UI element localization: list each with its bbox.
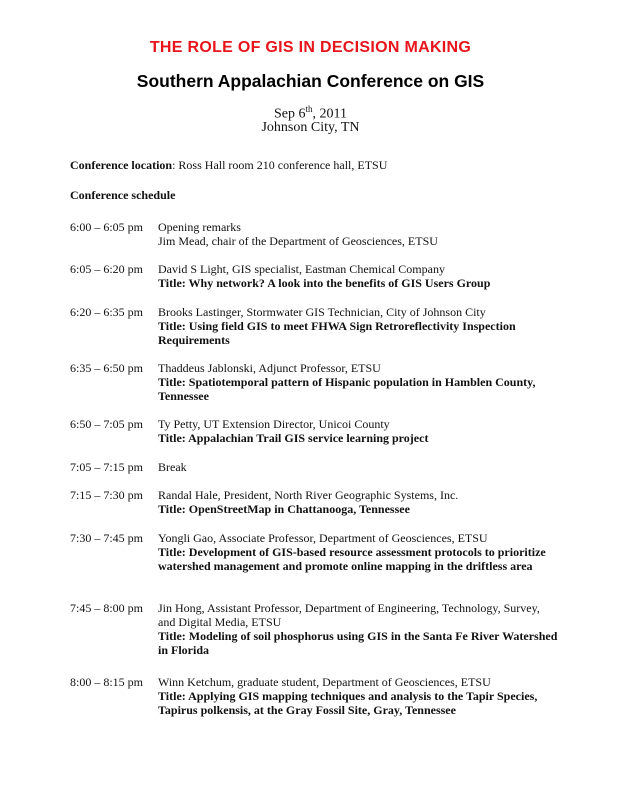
entry-speaker: Brooks Lastinger, Stormwater GIS Technician, City of Johnson City bbox=[158, 305, 486, 319]
entry-details bbox=[158, 531, 558, 573]
entry-speaker: Yongli Gao, Associate Professor, Department of Geosciences, ETSU bbox=[158, 531, 488, 545]
location-value: : Ross Hall room 210 conference hall, ETSU bbox=[172, 158, 388, 172]
date-year: , 2011 bbox=[312, 106, 347, 122]
headline: THE ROLE OF GIS IN DECISION MAKING bbox=[149, 39, 472, 56]
entry-title: Title: Spatiotemporal pattern of Hispanic population in Hamblen County, Tennessee bbox=[158, 375, 536, 403]
date-day: Sep 6 bbox=[274, 106, 306, 122]
entry-time: 6:20 – 6:35 pm bbox=[70, 305, 144, 319]
entry-time: 6:00 – 6:05 pm bbox=[70, 220, 144, 234]
location-label: Conference location bbox=[70, 158, 173, 172]
entry-speaker: David S Light, GIS specialist, Eastman Chemical Company bbox=[158, 262, 445, 276]
entry-speaker: Break bbox=[158, 460, 187, 474]
entry-details bbox=[158, 361, 558, 403]
conference-location bbox=[70, 158, 387, 173]
entry-details bbox=[158, 220, 558, 248]
entry-time: 6:35 – 6:50 pm bbox=[70, 361, 144, 375]
conference-title: Southern Appalachian Conference on GIS bbox=[136, 71, 485, 91]
entry-title: Title: Development of GIS-based resource assessment protocols to prioritize watershed management and promote online mapping in the driftless area bbox=[158, 545, 546, 573]
entry-speaker: Ty Petty, UT Extension Director, Unicoi County bbox=[158, 417, 390, 431]
entry-title: Title: Applying GIS mapping techniques and analysis to the Tapir Species, Tapirus polkensis, at the Gray Fossil Site, Gray, Tennessee bbox=[158, 689, 538, 717]
entry-details bbox=[158, 488, 558, 516]
entry-speaker: Thaddeus Jablonski, Adjunct Professor, ETSU bbox=[158, 361, 381, 375]
entry-title: Title: Appalachian Trail GIS service learning project bbox=[158, 431, 429, 445]
entry-time: 7:15 – 7:30 pm bbox=[70, 488, 144, 502]
entry-details bbox=[158, 460, 558, 474]
entry-title: Title: Using field GIS to meet FHWA Sign Retroreflectivity Inspection Requirements bbox=[158, 319, 516, 347]
entry-details bbox=[158, 262, 558, 290]
entry-time: 7:45 – 8:00 pm bbox=[70, 601, 144, 615]
entry-time: 7:05 – 7:15 pm bbox=[70, 460, 144, 474]
entry-time: 6:05 – 6:20 pm bbox=[70, 262, 144, 276]
entry-title: Title: OpenStreetMap in Chattanooga, Tennessee bbox=[158, 502, 410, 516]
entry-note: Jim Mead, chair of the Department of Geosciences, ETSU bbox=[158, 234, 438, 248]
entry-details bbox=[158, 675, 558, 717]
entry-time: 6:50 – 7:05 pm bbox=[70, 417, 144, 431]
entry-time: 7:30 – 7:45 pm bbox=[70, 531, 144, 545]
entry-details bbox=[158, 601, 558, 657]
entry-title: Title: Why network? A look into the benefits of GIS Users Group bbox=[158, 276, 491, 290]
entry-speaker: Winn Ketchum, graduate student, Department of Geosciences, ETSU bbox=[158, 675, 491, 689]
entry-speaker: Randal Hale, President, North River Geographic Systems, Inc. bbox=[158, 488, 459, 502]
entry-details bbox=[158, 417, 558, 445]
date-ordinal: th bbox=[305, 104, 313, 114]
entry-details bbox=[158, 305, 558, 347]
entry-speaker: Opening remarks bbox=[158, 220, 241, 234]
conference-city: Johnson City, TN bbox=[261, 120, 360, 135]
entry-title: Title: Modeling of soil phosphorus using GIS in the Santa Fe River Watershed in Florida bbox=[158, 629, 558, 657]
entry-time: 8:00 – 8:15 pm bbox=[70, 675, 144, 689]
entry-speaker: Jin Hong, Assistant Professor, Department of Engineering, Technology, Survey, and Digital Media, ETSU bbox=[158, 601, 540, 629]
schedule-heading: Conference schedule bbox=[70, 188, 176, 202]
